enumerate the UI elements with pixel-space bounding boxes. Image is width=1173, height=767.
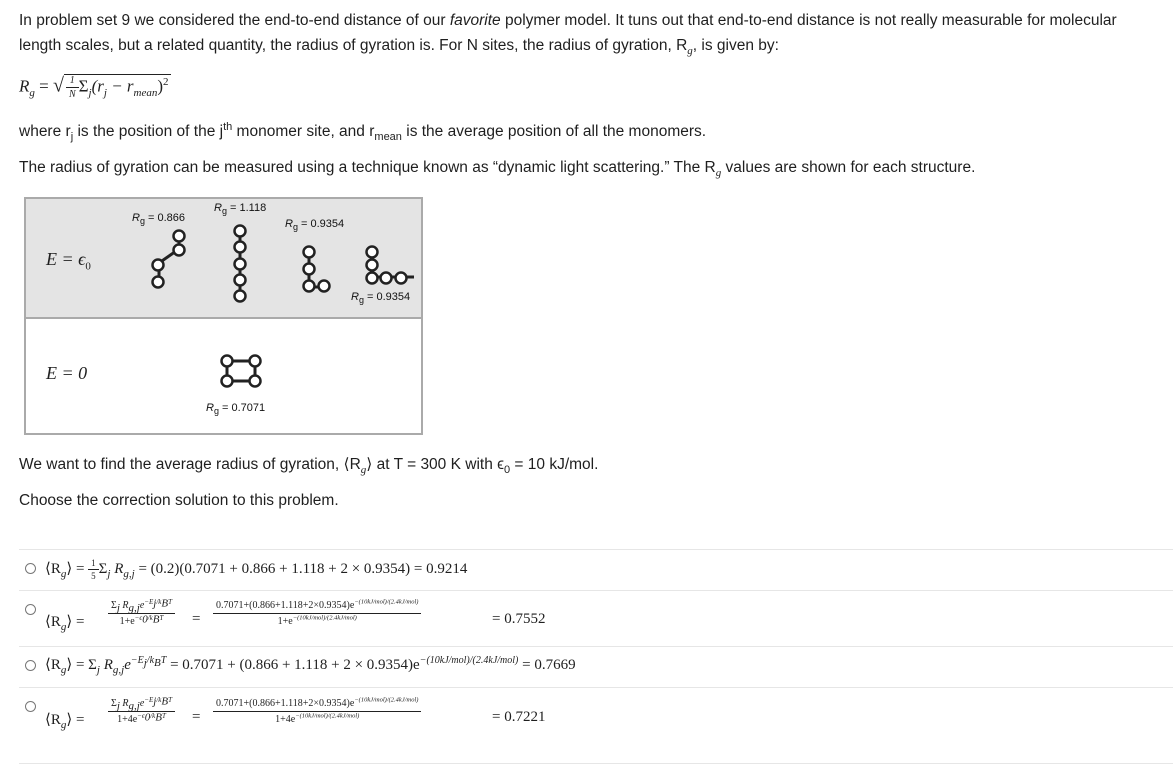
- option-2-frac1[interactable]: [108, 597, 175, 627]
- o2-lhs: ⟨R: [45, 614, 61, 630]
- where-a: where r: [19, 123, 71, 140]
- o4-n1-sup3: T: [168, 695, 173, 704]
- o3-e-sup2: /k: [146, 655, 155, 666]
- option-3-text[interactable]: [45, 655, 576, 674]
- o2-frac2-num: [213, 600, 421, 614]
- o1-lhs2: ⟩ =: [66, 560, 89, 577]
- rg2-r: R: [214, 202, 222, 214]
- formula-frac-num: 1: [66, 75, 79, 88]
- o3-term-sub: g,j: [112, 664, 125, 676]
- o2-sub: g: [60, 621, 67, 633]
- rg1-sub: g: [139, 216, 145, 227]
- o1-frac-d: 5: [91, 571, 96, 581]
- intro-g-subscript: g: [687, 45, 693, 58]
- o2-d1-sup2-sub: B: [152, 613, 160, 626]
- question-b-sub: 0: [503, 464, 511, 477]
- o1-lhs: ⟨R: [45, 560, 61, 577]
- question-text: [19, 452, 598, 477]
- o1-sub: g: [60, 567, 67, 580]
- polymer-structures-top: [26, 199, 421, 317]
- o4-n1-sup2-sub: B: [161, 695, 169, 708]
- formula-r: R: [19, 76, 30, 96]
- rg3-value: = 0.9354: [297, 218, 345, 230]
- o4-frac2-num: [213, 698, 421, 712]
- o2-mid: =: [192, 611, 201, 627]
- o4-d1-sup: −ϵ: [137, 711, 145, 720]
- o3-e: e: [124, 657, 131, 673]
- o3-sub: g: [60, 664, 67, 676]
- dls-a: The radius of gyration can be measured using a technique known as “dynamic light scattering.” The R: [19, 159, 716, 176]
- option-divider: [19, 646, 1173, 647]
- o3-sum-sub: j: [96, 664, 100, 676]
- o2-d1-sup3: T: [159, 613, 164, 622]
- o4-frac2-den: [213, 712, 421, 725]
- where-a-sub: j: [70, 131, 74, 144]
- formula-minus: − r: [106, 76, 134, 96]
- option-1-text[interactable]: [45, 558, 467, 581]
- figure-row-zero: [26, 319, 421, 433]
- o4-sub: g: [60, 719, 67, 731]
- option-2-radio[interactable]: [25, 604, 36, 615]
- o4-n2-sup: −(10kJ/mol)/(2.4kJ/mol): [354, 696, 419, 704]
- o1-frac-n: 1: [88, 558, 99, 570]
- o2-frac1-den: [108, 614, 175, 627]
- o3-lhs2: ⟩ =: [66, 657, 89, 673]
- formula-close: ): [157, 76, 164, 96]
- figure-row-epsilon: [26, 199, 421, 319]
- polymer-structure-square: [26, 319, 421, 433]
- row-label-epsilon-sub: 0: [85, 260, 91, 273]
- o2-n1-sup3: T: [168, 597, 173, 606]
- o1-sum-sub: j: [107, 567, 111, 580]
- formula-square: 2: [163, 75, 169, 88]
- o2-frac2-den: [213, 614, 421, 627]
- o2-n2-sup: −(10kJ/mol)/(2.4kJ/mol): [354, 598, 419, 606]
- o4-lhs: ⟨R: [45, 712, 61, 728]
- o4-frac1-num: [108, 695, 175, 712]
- sqrt-icon: √: [52, 74, 64, 97]
- o2-d1-sup-sub: 0: [142, 613, 148, 626]
- o4-d1-sup2-sub: B: [155, 711, 163, 724]
- o4-n1b: R: [119, 698, 129, 709]
- o1-rest: = (0.2)(0.7071 + 0.866 + 1.118 + 2 × 0.9354) = 0.9214: [134, 560, 468, 577]
- rg3-r: R: [285, 218, 293, 230]
- where-text: [19, 119, 706, 144]
- o4-d1-sup2: /k: [150, 711, 156, 720]
- formula-rj: (r: [91, 76, 104, 96]
- o2-d1-sup: −ϵ: [134, 613, 143, 622]
- row-label-epsilon-text: E = ϵ: [46, 249, 86, 269]
- o2-n1-sup: −E: [144, 597, 154, 606]
- o4-lhs2: ⟩ =: [66, 712, 85, 728]
- rg4-value: = 0.9354: [363, 291, 411, 303]
- o4-n1-sub: j: [116, 700, 120, 712]
- o4-n1-sup-sub: j: [153, 695, 157, 708]
- o3-e-sup: −E: [130, 655, 144, 666]
- o2-d1: 1+e: [119, 616, 135, 627]
- rg1-value: = 0.866: [144, 212, 186, 224]
- o4-d1-sup-sub: 0: [144, 711, 151, 724]
- formula-equals: =: [34, 76, 53, 96]
- o2-d2: 1+e: [277, 616, 293, 627]
- option-3-radio[interactable]: [25, 660, 36, 671]
- formula-frac-den: N: [68, 89, 76, 100]
- dls-b: values are shown for each structure.: [721, 159, 976, 176]
- o4-frac1-den: [108, 712, 175, 725]
- option-2-lhs[interactable]: [45, 612, 84, 631]
- o2-d2-sup: −(10kJ/mol)/(2.4kJ/mol): [292, 614, 357, 622]
- o4-result: = 0.7221: [492, 709, 546, 725]
- formula-g-sub: g: [29, 86, 35, 99]
- rg1-r: R: [132, 212, 140, 224]
- o3-lhs: ⟨R: [45, 657, 61, 673]
- intro-emphasis: favorite: [449, 12, 501, 29]
- where-c-sub: mean: [374, 131, 402, 144]
- formula-sum: Σ: [78, 76, 89, 96]
- option-divider: [19, 549, 1173, 550]
- option-4-frac2[interactable]: [213, 698, 421, 725]
- o4-n1-sup2: /k: [156, 695, 162, 704]
- question-a: We want to find the average radius of gyration, ⟨R: [19, 456, 361, 473]
- rg5-r: R: [206, 402, 214, 414]
- option-divider: [19, 590, 1173, 591]
- rg4-r: R: [351, 291, 359, 303]
- question-b: ⟩ at T = 300 K with ϵ: [366, 456, 504, 473]
- o4-n1b-sub: g,j: [128, 700, 140, 712]
- formula-mean-sub: mean: [133, 86, 158, 99]
- o3-e-sup-sub: j: [143, 657, 147, 669]
- o4-n1: Σ: [111, 698, 117, 709]
- row-label-zero-text: E = 0: [46, 363, 88, 383]
- where-b: is the position of the j: [73, 123, 224, 140]
- intro-paragraph: [19, 8, 1169, 58]
- option-divider: [19, 763, 1173, 764]
- choose-text: Choose the correction solution to this problem.: [19, 492, 339, 509]
- rg5-value: = 0.7071: [218, 402, 266, 414]
- question-a-sub: g: [360, 464, 367, 477]
- o1-sum: Σ: [98, 560, 108, 577]
- o3-term: R: [99, 657, 113, 673]
- option-2-frac2[interactable]: [213, 600, 421, 627]
- structures-figure: [24, 197, 423, 435]
- option-4-frac1[interactable]: [108, 695, 175, 725]
- option-1-radio[interactable]: [25, 563, 36, 574]
- o2-d1-sup2: /k: [147, 613, 153, 622]
- o4-d2: 1+4e: [275, 714, 296, 725]
- dls-text: [19, 155, 975, 180]
- o3-rest: = 0.7071 + (0.866 + 1.118 + 2 × 0.9354)e: [166, 657, 420, 673]
- dls-a-sub: g: [715, 167, 722, 180]
- o4-d1-sup3: T: [162, 711, 166, 720]
- o2-n1-sup2-sub: B: [161, 597, 169, 610]
- o2-n1-sub: j: [116, 602, 120, 614]
- intro-text-2: polymer model. It tuns out that end-to-end distance is not really measurable for molecular: [500, 12, 1117, 29]
- o4-d1: 1+4e: [117, 714, 138, 725]
- option-4-radio[interactable]: [25, 701, 36, 712]
- option-4-lhs[interactable]: [45, 710, 84, 729]
- o2-frac1-num: [108, 597, 175, 614]
- rg2-value: = 1.118: [226, 202, 267, 214]
- o2-lhs2: ⟩ =: [66, 614, 85, 630]
- o2-n1-sup-sub: j: [153, 597, 157, 610]
- intro-text-3: length scales, but a related quantity, the radius of gyration is. For N sites, the radius of gyration, R: [19, 37, 688, 54]
- o2-n1b: R: [119, 600, 129, 611]
- o2-n2: 0.7071+(0.866+1.118+2×0.9354)e: [216, 600, 355, 611]
- o3-sum: Σ: [88, 657, 97, 673]
- o3-e-sup3: T: [160, 655, 167, 666]
- o3-e-sup2-sub: B: [154, 657, 161, 669]
- o1-term: R: [110, 560, 124, 577]
- o4-n1-sup: −E: [144, 695, 154, 704]
- o4-n2: 0.7071+(0.866+1.118+2×0.9354)e: [216, 698, 355, 709]
- rg3-sub: g: [292, 222, 298, 233]
- o3-rest-sup: −(10kJ/mol)/(2.4kJ/mol): [419, 655, 519, 666]
- monomer: [174, 231, 185, 242]
- o2-n1b-sub: g,j: [128, 602, 140, 614]
- o2-result: = 0.7552: [492, 611, 546, 627]
- where-d: is the average position of all the monomers.: [401, 123, 707, 140]
- question-c: = 10 kJ/mol.: [510, 456, 599, 473]
- o4-mid: =: [192, 709, 201, 725]
- o2-n1c: e: [139, 600, 145, 611]
- option-divider: [19, 687, 1173, 688]
- o3-result: = 0.7669: [518, 657, 576, 673]
- formula-sum-sub: j: [88, 86, 92, 99]
- where-c: monomer site, and r: [232, 123, 375, 140]
- formula-rj-sub: j: [103, 86, 107, 99]
- intro-text-1: In problem set 9 we considered the end-to-end distance of our: [19, 12, 450, 29]
- rg2-sub: g: [221, 206, 227, 217]
- o2-n1-sup2: /k: [156, 597, 162, 606]
- intro-text-4: , is given by:: [692, 37, 779, 54]
- rg-formula: [19, 74, 171, 100]
- where-b-sup: th: [223, 120, 233, 133]
- o4-d2-sup: −(10kJ/mol)/(2.4kJ/mol): [295, 712, 360, 720]
- rg5-sub: g: [213, 406, 219, 417]
- o2-n1: Σ: [111, 600, 117, 611]
- o1-term-sub: g,j: [123, 567, 135, 580]
- o4-n1c: e: [139, 698, 145, 709]
- rg4-sub: g: [358, 295, 364, 306]
